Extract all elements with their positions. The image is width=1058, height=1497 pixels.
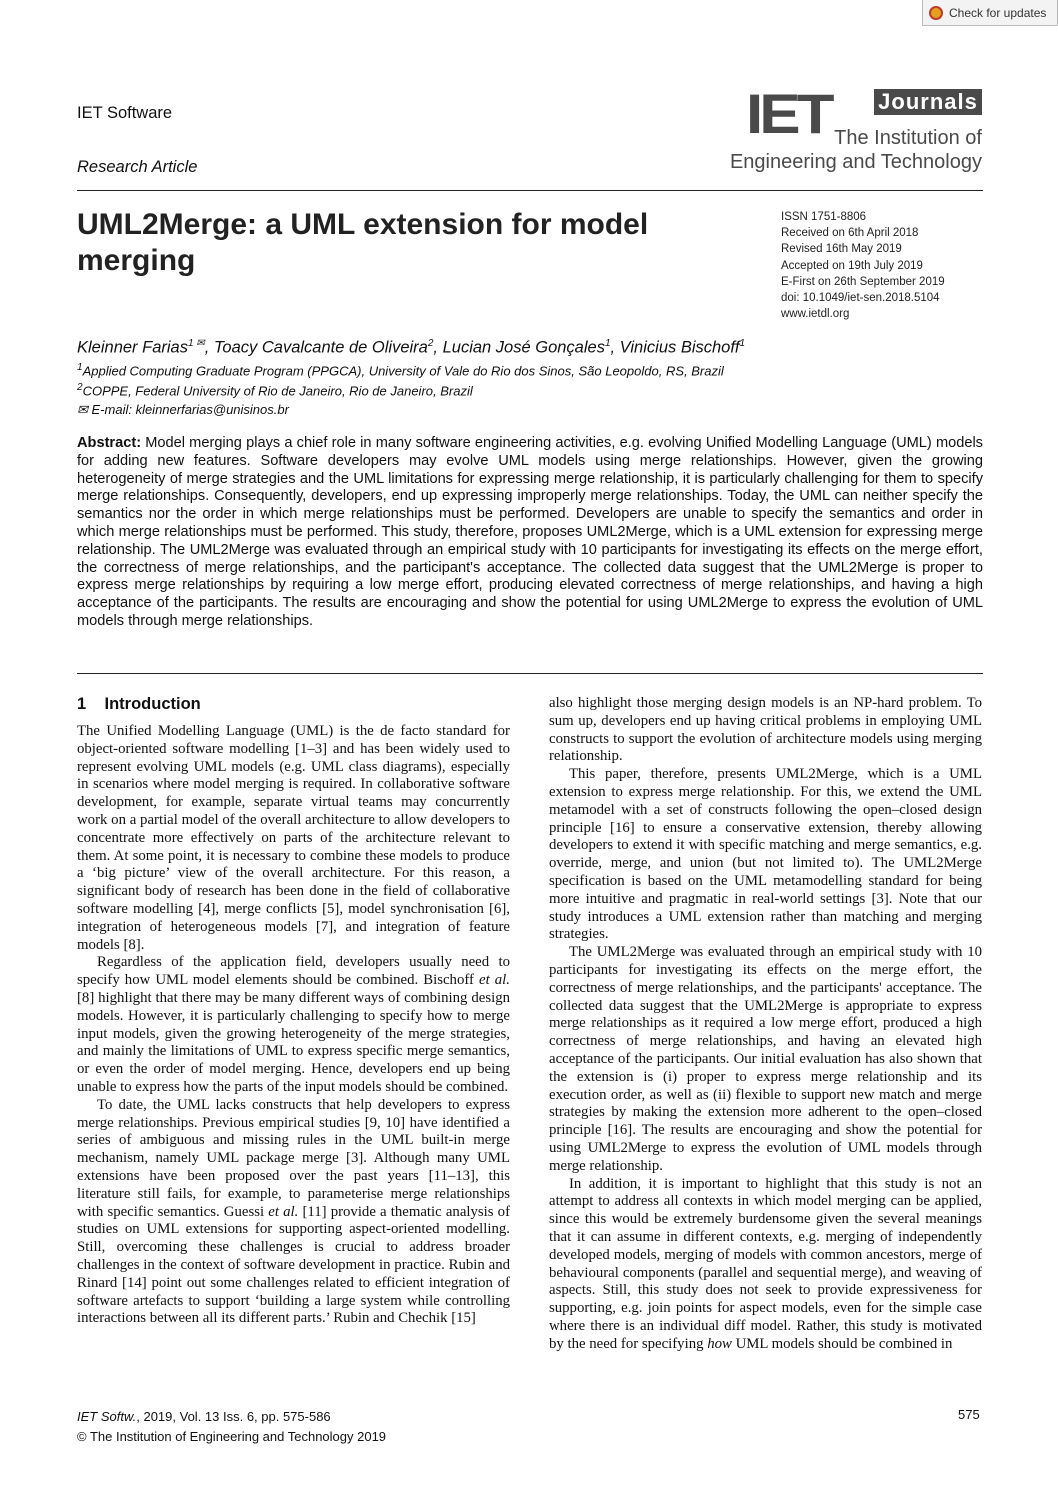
paragraph: The UML2Merge was evaluated through an empirical study with 10 participants for investigating its effects on the merge effort, the correctness of merge relationships, and the participants' acceptance. The collected data suggest that the UML2Merge is appropriate to express merge relationships as it required a low merge effort, produced a high correctness of merge relationships, and having an elevated high acceptance of the participants. Our initial evaluation has also shown that the extension is (i) proper to express merge relationship and its execution order, as well as (ii) flexible to support new match and merge strategies by making the extension more adherent to the open–closed principle [16]. The results are encouraging and show the potential for using UML2Merge to express the evolution of UML models through merge relationship.: [549, 944, 982, 1174]
issn: ISSN 1751-8806: [781, 211, 867, 223]
iet-journals-logo: [729, 83, 984, 176]
abstract-label: Abstract:: [77, 435, 142, 451]
left-column: [77, 723, 510, 1328]
paragraph: The Unified Modelling Language (UML) is the de facto standard for object-oriented software modelling [1–3] and has been widely used to represent evolving UML models (e.g. UML class diagrams), especially in scenarios where model merging is required. In collaborative software development, for example, separate virtual teams may concurrently work on a partial model of the overall architecture to allow developers to concentrate more effectively on parts of the architecture relevant to them. At some point, it is necessary to combine these models to produce a ‘big picture’ view of the overall architecture. For this reason, a significant body of research has been done in the field of collaborative software modelling [4], merge conflicts [5], model synchronisation [6], integration of heterogeneous models [7], and integration of feature models [8].: [77, 723, 510, 953]
logo-line1: The Institution of: [834, 127, 982, 149]
paragraph: also highlight those merging design models is an NP-hard problem. To sum up, developers end up having critical problems in employing UML constructs to support the evolution of architecture models using merging relationship.: [549, 695, 982, 765]
paragraph: This paper, therefore, presents UML2Merge, which is a UML extension to express merge relationship. For this, we extend the UML metamodel with a set of constructs following the open–closed design principle [16] to ensure a conservative extension, thereby allowing developers to extend it with specific matching and merge semantics, e.g. override, merge, and union (but not limited to). The UML2Merge specification is based on the UML metamodelling standard for being more intuitive and pragmatic in real-world settings [3]. Note that our study introduces a UML extension rather than matching and merging strategies.: [549, 766, 982, 943]
paragraph-text: [11] provide a thematic analysis of studies on UML extensions for supporting aspect-oriented modelling. Still, overcoming these challenges is crucial to address broader challenges in the context of software development in practice. Rubin and Rinard [14] point out some challenges related to efficient integration of software artefacts to support ‘building a large system while controlling interactions between all its different parts.’ Rubin and Chechik [15]: [77, 1203, 510, 1327]
paragraph-italic: how: [707, 1335, 732, 1352]
abstract: [77, 435, 983, 631]
right-column: [549, 695, 982, 1353]
revised-date: Revised 16th May 2019: [781, 243, 902, 256]
section-heading-introduction: 1 Introduction: [77, 695, 201, 713]
affiliation-mark: 2: [77, 382, 83, 393]
author-name: , Toacy Cavalcante de Oliveira: [204, 338, 428, 357]
paragraph-text: Regardless of the application field, developers usually need to specify how UML model elements should be combined. Bischoff: [77, 954, 510, 989]
page-number: 575: [958, 1407, 980, 1422]
paragraph-italic: et al.: [268, 1203, 299, 1220]
corresponding-email[interactable]: ✉ E-mail: kleinnerfarias@unisinos.br: [77, 402, 289, 417]
journal-name: IET Software: [77, 104, 173, 122]
author-affiliation-mark: 2: [427, 338, 434, 349]
check-for-updates-badge[interactable]: [922, 0, 1058, 26]
paragraph-text: In addition, it is important to highlight that this study is not an attempt to address all contexts in which model merging can be applied, since this would be extremely burdensome given the several meanings that it can assume in different contexts, e.g. merging of independently developed models, merging of models with common ancestors, merge of behavioural components (parallel and sequential merge), and weaving of aspects. Still, this study does not seek to provide expressiveness for supporting, e.g. join points for aspect models, even for the simple case where there is an individual diff model. Rather, this study is motivated by the need for specifying: [549, 1175, 982, 1352]
update-icon: [929, 6, 943, 20]
affiliation-1: [77, 362, 724, 378]
abstract-divider: [77, 673, 983, 674]
logo-iet-text: IET: [746, 83, 831, 146]
logo-line2: Engineering and Technology: [729, 151, 982, 173]
paper-title: UML2Merge: a UML extension for model merging: [77, 208, 649, 277]
header-divider: [77, 190, 983, 191]
footer-volume: , 2019, Vol. 13 Iss. 6, pp. 575-586: [136, 1409, 331, 1424]
paragraph-text: To date, the UML lacks constructs that help developers to express merge relationships. Previous empirical studies [9, 10] have identified a series of ambiguous and missing rules in the UML built-in merge mechanism, namely UML package merge [3]. Although many UML extensions have been proposed over the past years [11–13], this literature still fails, for example, to parameterise merge relationships with specific semantics. Guessi: [77, 1096, 510, 1220]
article-metadata: [781, 209, 945, 322]
author-name: , Lucian José Gonçales: [433, 338, 605, 357]
author-affiliation-mark: 1 ✉: [187, 338, 205, 349]
affiliation-text: COPPE, Federal University of Rio de Janeiro, Rio de Janeiro, Brazil: [82, 383, 473, 399]
author-list: [77, 338, 745, 358]
footer-copyright: © The Institution of Engineering and Technology 2019: [77, 1429, 387, 1444]
footer-journal: IET Softw.: [77, 1409, 137, 1424]
author-name: Kleinner Farias: [77, 338, 188, 357]
paragraph-text: [8] highlight that there may be many different ways of combining design models. However, it is particularly challenging to specify how to merge input models, given the growing heterogeneity of the merge strategies, and mainly the limitations of UML to express specific merge semantics, or even the order of model merging. Hence, developers end up being unable to express how the parts of the input models should be combined.: [77, 989, 510, 1095]
accepted-date: Accepted on 19th July 2019: [781, 259, 923, 272]
footer-citation: [77, 1407, 386, 1447]
paragraph-text: UML models should be combined in: [731, 1335, 953, 1352]
paragraph: [77, 954, 510, 1096]
received-date: Received on 6th April 2018: [781, 227, 919, 240]
doi[interactable]: doi: 10.1049/iet-sen.2018.5104: [781, 292, 940, 305]
author-affiliation-mark: 1: [739, 338, 746, 349]
abstract-text: Model merging plays a chief role in many software engineering activities, e.g. evolving Unified Modelling Language (UML) models for adding new features. Software developers may evolve UML models using merge relationships. However, given the growing heterogeneity of merge strategies and the UML limitations for expressing merge relationship, it is particularly challenging for them to specify merge relationships. Consequently, developers, end up expressing improperly merge relationships. Today, the UML can neither specify the semantics nor the order in which merge relationships must be performed. Developers are unable to specify the semantics and order in which merge relationships must be performed. This study, therefore, proposes UML2Merge, which is a UML extension for expressing merge relationship. The UML2Merge was evaluated through an empirical study with 10 participants for investigating its effects on the merge effort, the correctness of merge relationships, and the participant's acceptance. The collected data suggest that the UML2Merge is proper to express merge relationships by requiring a low merge effort, producing elevated correctness of merge relationships, and having a high acceptance of the participants. The results are encouraging and show the potential for using UML2Merge to express the evolution of UML models through merge relationships.: [77, 435, 983, 629]
author-affiliation-mark: 1: [604, 338, 611, 349]
logo-journals-text: Journals: [874, 89, 982, 115]
check-for-updates-label: Check for updates: [949, 5, 1047, 20]
paragraph-italic: et al.: [479, 972, 510, 989]
paragraph: [77, 1097, 510, 1328]
footer-journal-line: [77, 1407, 386, 1427]
article-type: Research Article: [77, 158, 198, 176]
affiliation-2: [77, 382, 473, 398]
author-name: , Vinicius Bischoff: [610, 338, 740, 357]
affiliation-text: Applied Computing Graduate Program (PPGCA), University of Vale do Rio dos Sinos, São Leopoldo, RS, Brazil: [82, 363, 724, 379]
paragraph: [549, 1176, 982, 1354]
affiliation-mark: 1: [77, 362, 83, 373]
efirst-date: E-First on 26th September 2019: [781, 275, 945, 288]
website-link[interactable]: www.ietdl.org: [781, 308, 850, 321]
